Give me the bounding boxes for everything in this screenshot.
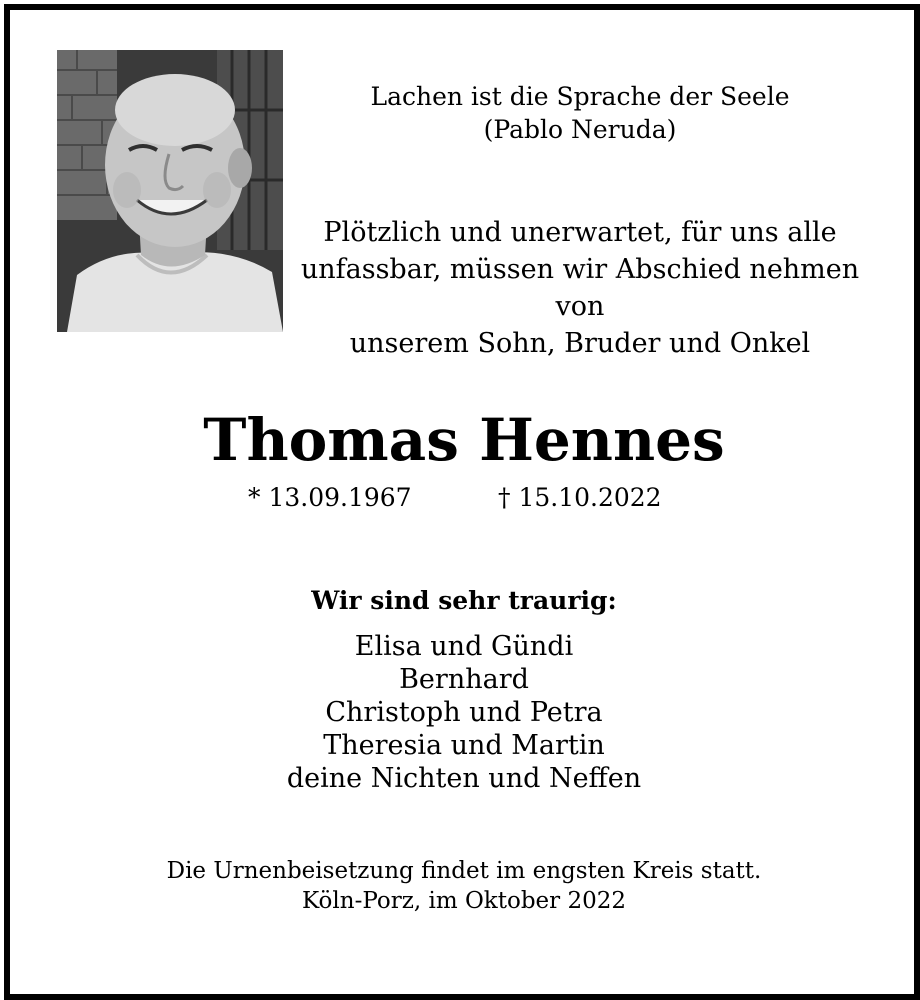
mourner-name: deine Nichten und Neffen xyxy=(286,763,642,794)
burial-info: Die Urnenbeisetzung findet im engsten Kreis statt. xyxy=(166,858,762,884)
birth-date: * 13.09.1967 xyxy=(248,483,412,512)
quote-block xyxy=(280,80,880,146)
mourner-name: Christoph und Petra xyxy=(325,697,603,728)
mourners-heading: Wir sind sehr traurig: xyxy=(311,586,617,615)
portrait-photo xyxy=(57,50,283,332)
intro-text xyxy=(280,214,880,362)
obituary-frame xyxy=(4,4,920,1000)
mourner-name: Elisa und Gündi xyxy=(354,631,574,662)
mourner-name: Bernhard xyxy=(399,664,529,695)
quote-text: Lachen ist die Sprache der Seele xyxy=(370,82,790,111)
intro-line: Plötzlich und unerwartet, für uns alle xyxy=(323,217,837,248)
mourners-list xyxy=(10,630,918,795)
place-and-date: Köln-Porz, im Oktober 2022 xyxy=(301,888,626,914)
mourner-name: Theresia und Martin xyxy=(323,730,605,761)
intro-line: unfassbar, müssen wir Abschied nehmen von xyxy=(300,254,860,322)
funeral-notice xyxy=(10,856,918,916)
deceased-name: Thomas Hennes xyxy=(203,406,725,474)
death-date: † 15.10.2022 xyxy=(498,483,662,512)
quote-author: (Pablo Neruda) xyxy=(483,115,677,144)
intro-line: unserem Sohn, Bruder und Onkel xyxy=(349,328,811,359)
